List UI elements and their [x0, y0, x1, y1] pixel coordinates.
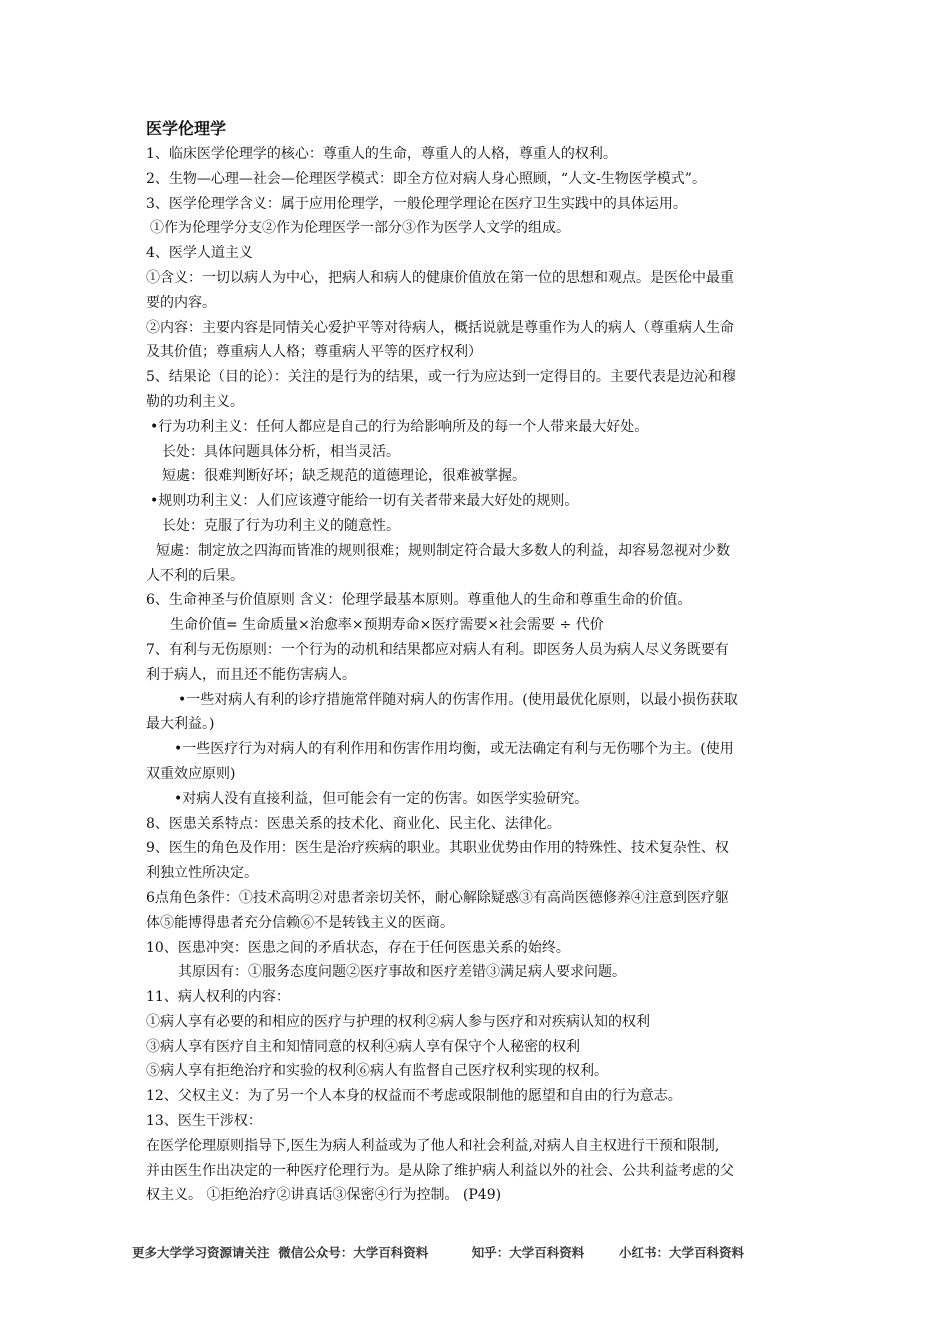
- text-line: ①病人享有必要的和相应的医疗与护理的权利②病人参与医疗和对疾病认知的权利: [146, 1013, 650, 1030]
- document-content: [146, 117, 810, 1208]
- text-line: 长处：克服了行为功利主义的随意性。: [162, 517, 400, 534]
- text-line: 8、医患关系特点：医患关系的技术化、商业化、民主化、法律化。: [146, 815, 561, 832]
- text-line: 6、生命神圣与价值原则 含义：伦理学最基本原则。尊重他人的生命和尊重生命的价值。: [146, 592, 692, 609]
- text-line: 其原因有：①服务态度问题②医疗事故和医疗差错③满足病人要求问题。: [178, 964, 626, 981]
- text-line: 9、医生的角色及作用：医生是治疗疾病的职业。其职业优势由作用的特殊性、技术复杂性、权: [146, 840, 729, 857]
- text-line: •行为功利主义：任何人都应是自己的行为给影响所及的每一个人带来最大好处。: [150, 418, 649, 435]
- text-line: 5、结果论（目的论）：关注的是行为的结果，或一行为应达到一定得目的。主要代表是边沁和穆: [146, 369, 736, 386]
- text-line: 双重效应原则): [146, 765, 236, 782]
- text-line: 最大利益。): [146, 716, 215, 733]
- text-line: 要的内容。: [146, 294, 216, 311]
- text-line: 及其价值；尊重病人人格；尊重病人平等的医疗权利）: [146, 344, 482, 361]
- text-line: ①作为伦理学分支②作为伦理医学一部分③作为医学人文学的组成。: [150, 220, 570, 237]
- text-line: 人不利的后果。: [146, 567, 244, 584]
- text-line: 10、医患冲突：医患之间的矛盾状态，存在于任何医患关系的始终。: [146, 939, 570, 956]
- text-line: 11、病人权利的内容：: [146, 989, 290, 1006]
- text-line: 利于病人，而且还不能伤害病人。: [146, 666, 356, 683]
- text-line: 勒的功利主义。: [146, 393, 244, 410]
- text-line: 12、父权主义：为了另一个人本身的权益而不考虑或限制他的愿望和自由的行为意志。: [146, 1088, 682, 1105]
- text-line: •一些医疗行为对病人的有利作用和伤害作用均衡，或无法确定有利与无伤哪个为主。(使用: [174, 741, 734, 758]
- text-line: ⑤病人享有拒绝治疗和实验的权利⑥病人有监督自己医疗权利实现的权利。: [146, 1063, 608, 1080]
- text-line: 在医学伦理原则指导下,医生为病人利益或为了他人和社会利益,对病人自主权进行干预和限制,: [146, 1137, 720, 1154]
- text-line: 6点角色条件：①技术高明②对患者亲切关怀，耐心解除疑惑③有高尚医德修养④注意到医疗躯: [146, 889, 729, 906]
- text-line: 并由医生作出决定的一种医疗伦理行为。是从除了维护病人利益以外的社会、公共利益考虑的父: [146, 1162, 734, 1179]
- document-title: 医学伦理学: [146, 119, 227, 138]
- text-line: 短處：制定放之四海而皆准的规则很难；规则制定符合最大多数人的利益，却容易忽视对少数: [156, 542, 730, 559]
- text-line: ①含义：一切以病人为中心，把病人和病人的健康价值放在第一位的思想和观点。是医伦中最重: [146, 269, 734, 286]
- text-line: 7、有利与无伤原则：一个行为的动机和结果都应对病人有利。即医务人员为病人尽义务既要有: [146, 641, 729, 658]
- text-line: 2、生物—心理—社会—伦理医学模式：即全方位对病人身心照顾，“人文-生物医学模式”。: [146, 170, 706, 187]
- text-line: ②内容：主要内容是同情关心爱护平等对待病人，概括说就是尊重作为人的病人（尊重病人生命: [146, 319, 734, 336]
- text-line: 短處：很难判断好坏；缺乏规范的道德理论，很难被掌握。: [162, 468, 526, 485]
- text-line: 体⑤能博得患者充分信赖⑥不是转钱主义的医商。: [146, 914, 454, 931]
- footer-note: 更多大学学习资源请关注 微信公众号：大学百科资料 知乎：大学百科资料 小红书：大学百科资料: [132, 1245, 745, 1260]
- text-line: 3、医学伦理学含义：属于应用伦理学，一般伦理学理论在医疗卫生实践中的具体运用。: [146, 195, 687, 212]
- text-line: 长处：具体问题具体分析，相当灵活。: [162, 443, 400, 460]
- text-line: 权主义。 ①拒绝治疗②讲真话③保密④行为控制。 (P49): [146, 1187, 502, 1204]
- text-line: ③病人享有医疗自主和知情同意的权利④病人享有保守个人秘密的权利: [146, 1038, 580, 1055]
- text-line: 生命价值= 生命质量×治愈率×预期寿命×医疗需要×社会需要 ÷ 代价: [170, 617, 604, 634]
- text-line: •一些对病人有利的诊疗措施常伴随对病人的伤害作用。(使用最优化原则，以最小损伤获取: [178, 691, 738, 708]
- text-line: 13、医生干涉权：: [146, 1113, 262, 1130]
- text-line: 1、临床医学伦理学的核心：尊重人的生命，尊重人的人格，尊重人的权利。: [146, 146, 617, 162]
- text-line: 利独立性所决定。: [146, 865, 258, 882]
- text-line: •规则功利主义：人们应该遵守能给一切有关者带来最大好处的规则。: [150, 493, 579, 510]
- document-body: [146, 142, 810, 1208]
- text-line: 4、医学人道主义: [146, 245, 253, 262]
- text-line: •对病人没有直接利益，但可能会有一定的伤害。如医学实验研究。: [174, 790, 589, 807]
